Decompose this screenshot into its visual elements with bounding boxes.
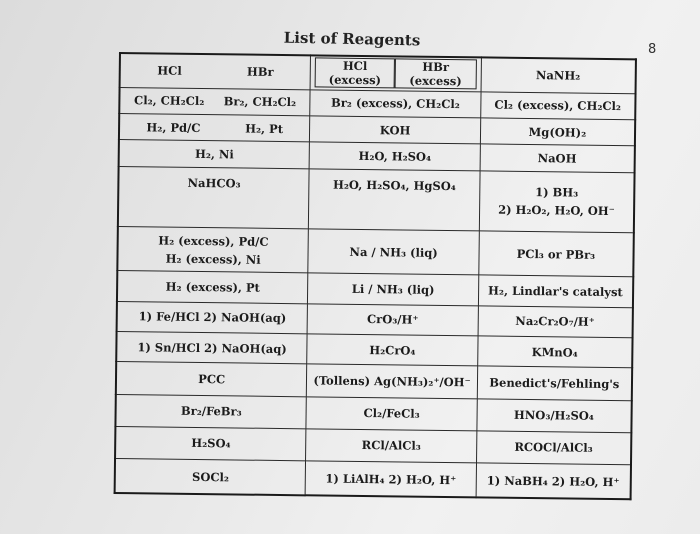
table-cell — [306, 396, 477, 430]
reagent-label: H₂ (excess), Pd/C — [158, 233, 269, 249]
reagents-table-wrapper — [114, 52, 637, 500]
table-cell — [119, 87, 310, 116]
reagent-label: NaNH₂ — [535, 68, 581, 84]
table-cell — [476, 431, 631, 465]
table-row — [118, 166, 635, 233]
reagent-label: Mg(OH)₂ — [528, 124, 587, 140]
reagent-label: Cl₂ (excess), CH₂Cl₂ — [494, 97, 622, 114]
table-cell — [480, 118, 635, 146]
table-row — [115, 459, 631, 500]
reagent-label: 1) LiAlH₄ 2) H₂O, H⁺ — [325, 471, 457, 487]
reagent-label: H₂, Pt — [245, 121, 284, 136]
table-cell — [306, 429, 477, 463]
reagent-label: H₂, Ni — [194, 146, 234, 162]
reagent-label: Br₂/FeBr₃ — [180, 403, 242, 419]
reagent-label: 2) H₂O₂, H₂O, OH⁻ — [498, 202, 615, 219]
table-cell — [117, 301, 308, 334]
table-cell — [481, 57, 636, 93]
table-cell — [119, 114, 310, 143]
table-cell — [310, 116, 481, 144]
table-cell — [478, 231, 633, 277]
reagent-label: H₂, Pd/C — [146, 119, 201, 135]
reagent-label: RCOCl/AlCl₃ — [514, 440, 593, 456]
table-cell — [309, 168, 480, 231]
table-cell — [476, 463, 631, 499]
table-cell — [115, 459, 306, 496]
reagent-label: Na₂Cr₂O₇/H⁺ — [515, 314, 595, 330]
table-cell — [115, 394, 306, 429]
reagent-label: RCl/AlCl₃ — [361, 438, 421, 454]
reagent-label: NaOH — [537, 150, 577, 166]
reagent-label: 1) NaBH₄ 2) H₂O, H⁺ — [486, 473, 620, 489]
reagent-label: H₂O, H₂SO₄, HgSO₄ — [332, 177, 456, 193]
reagent-label: H₂ (excess), Pt — [165, 279, 261, 295]
reagent-label: PCC — [198, 371, 226, 387]
table-cell — [477, 366, 632, 400]
reagent-label: H₂O, H₂SO₄ — [358, 148, 432, 164]
table-cell — [116, 362, 307, 397]
reagent-label: Cl₂/FeCl₃ — [363, 406, 420, 421]
reagent-label: HBr — [246, 64, 274, 80]
table-cell — [480, 92, 635, 120]
reagent-label: Benedict's/Fehling's — [489, 375, 620, 392]
reagent-label: SOCl₂ — [191, 469, 230, 484]
table-cell — [117, 227, 308, 274]
table-row — [117, 227, 634, 278]
reagent-label: HNO₃/H₂SO₄ — [513, 408, 594, 423]
table-cell — [115, 426, 306, 461]
reagent-label: H₂SO₄ — [191, 436, 231, 451]
reagent-label: HCl — [157, 63, 182, 79]
table-cell — [479, 170, 635, 232]
table-cell — [309, 142, 480, 170]
table-cell — [308, 273, 479, 305]
table-cell — [310, 55, 481, 91]
table-cell — [478, 306, 633, 338]
table-cell — [307, 334, 478, 366]
reagent-label: NaHCO₃ — [187, 175, 241, 190]
table-cell — [480, 144, 635, 172]
reagent-label: 1) Sn/HCl 2) NaOH(aq) — [137, 339, 287, 356]
reagent-label: PCl₃ or PBr₃ — [516, 246, 596, 262]
reagent-label: H₂CrO₄ — [369, 342, 416, 358]
page-title: List of Reagents — [283, 28, 421, 50]
reagent-label: HCl (excess) — [315, 58, 395, 89]
reagent-label: 1) BH₃ — [535, 185, 579, 200]
reagent-label: Br₂ (excess), CH₂Cl₂ — [330, 96, 460, 112]
reagent-label: Br₂, CH₂Cl₂ — [223, 94, 297, 110]
table-cell — [308, 229, 479, 275]
reagent-label: Na / NH₃ (liq) — [349, 244, 438, 260]
reagent-label: Cl₂, CH₂Cl₂ — [134, 93, 205, 109]
page-number: 8 — [648, 42, 657, 57]
table-cell — [116, 331, 307, 364]
reagent-label: HBr (excess) — [395, 59, 477, 90]
reagent-label: Li / NH₃ (liq) — [351, 281, 435, 297]
reagent-label: CrO₃/H⁺ — [366, 312, 419, 328]
table-cell — [119, 140, 310, 169]
table-cell — [307, 364, 478, 398]
reagents-table — [114, 52, 637, 500]
reagent-label: KOH — [379, 122, 411, 138]
table-cell — [477, 398, 632, 432]
reagent-label: H₂, Lindlar's catalyst — [488, 283, 623, 300]
reagent-label: (Tollens) Ag(NH₃)₂⁺/OH⁻ — [313, 373, 471, 390]
table-cell — [478, 275, 633, 307]
table-cell — [117, 271, 308, 304]
table-cell — [310, 90, 481, 118]
reagent-label: H₂ (excess), Ni — [165, 251, 261, 267]
table-cell — [306, 461, 477, 497]
table-cell — [307, 304, 478, 336]
table-cell — [477, 336, 632, 368]
table-cell — [120, 53, 311, 90]
reagent-label: 1) Fe/HCl 2) NaOH(aq) — [138, 309, 287, 326]
reagent-label: KMnO₄ — [531, 344, 578, 360]
table-cell — [118, 166, 310, 229]
